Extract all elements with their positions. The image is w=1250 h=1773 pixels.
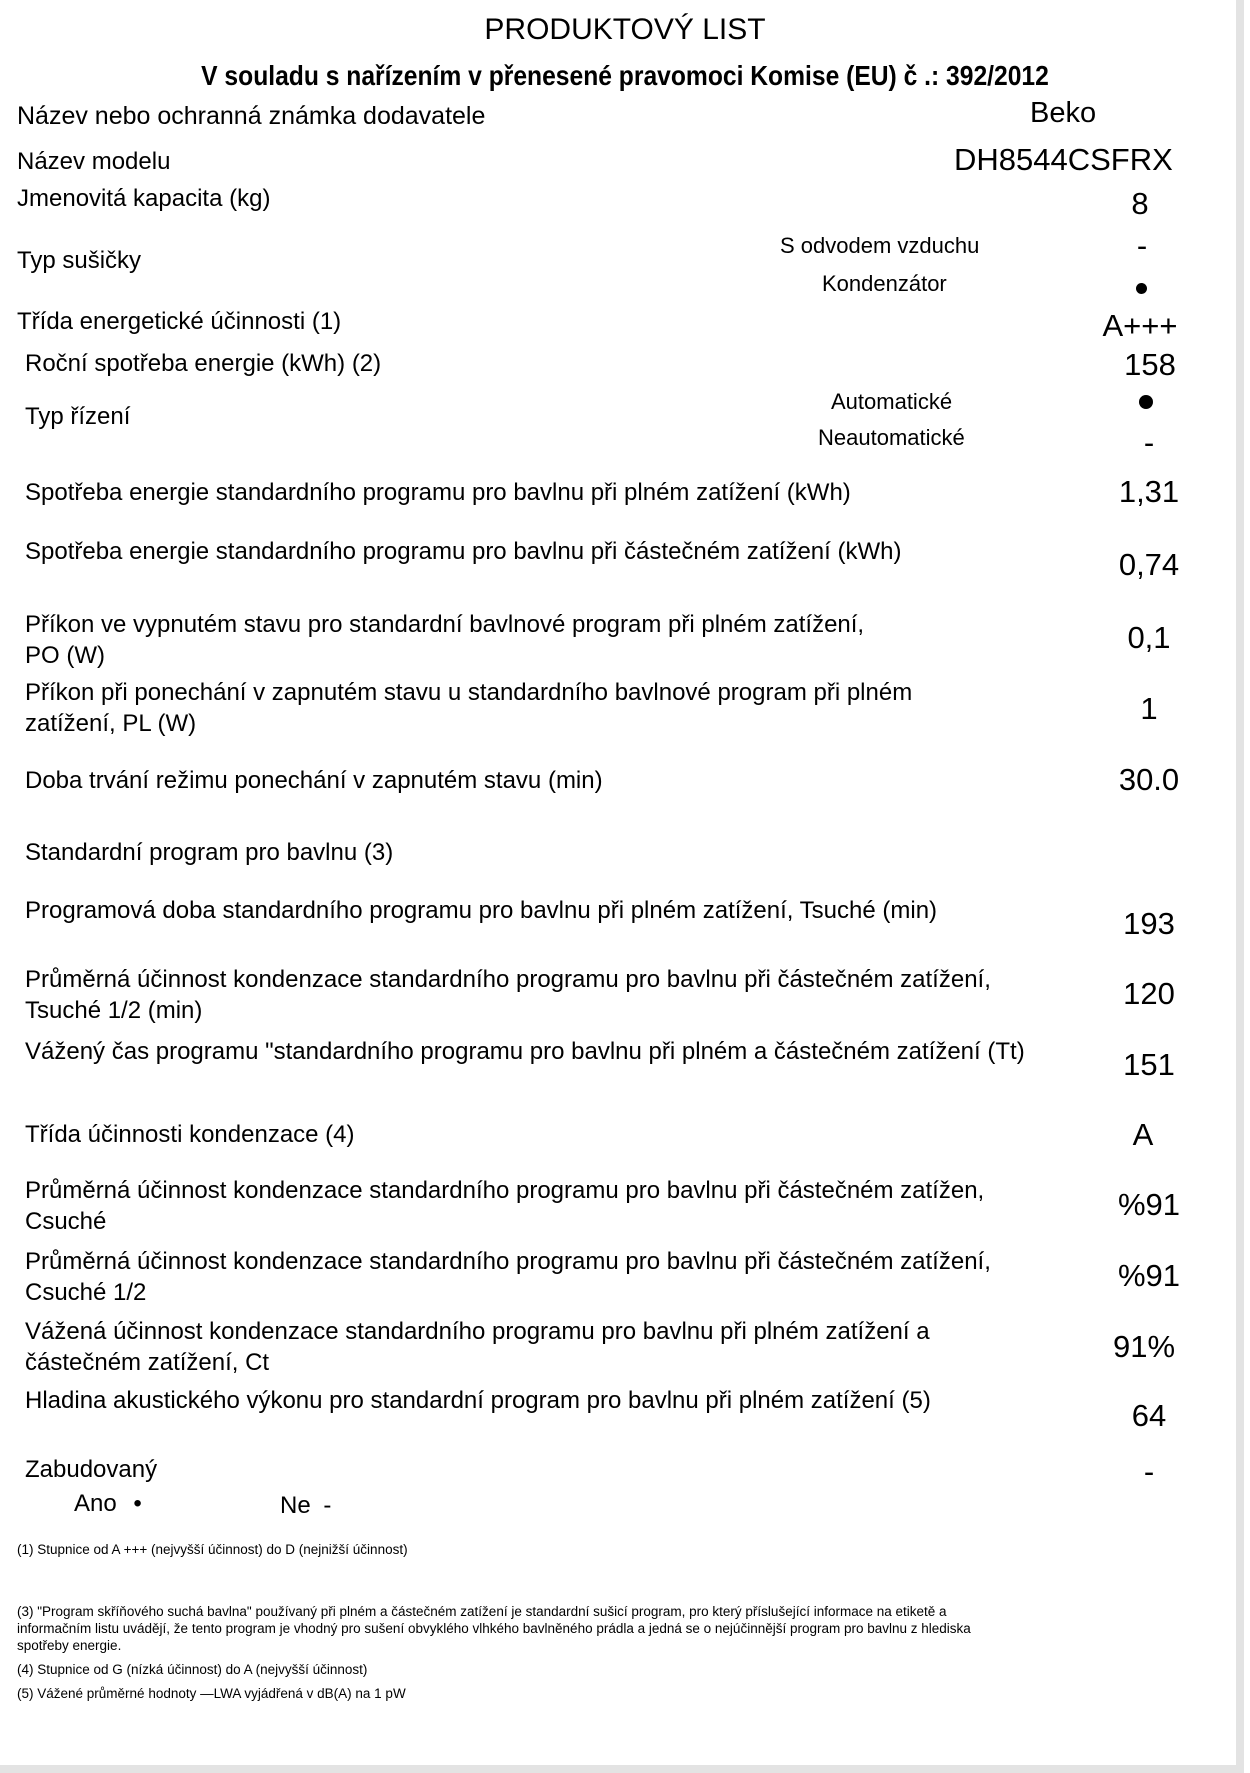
built-in-no-label: Ne — [280, 1492, 311, 1519]
dryer-type-label: Typ sušičky — [17, 247, 142, 274]
supplier-label: Název nebo ochranná známka dodavatele — [17, 102, 486, 130]
auto-selected-dot — [1139, 393, 1153, 411]
footnote-1: (1) Stupnice od A +++ (nejvyšší účinnost) do D (nejnižší účinnost) — [17, 1542, 408, 1557]
annual-energy-label: Roční spotřeba energie (kWh) (2) — [25, 350, 382, 377]
row-energy-full: Spotřeba energie standardního programu pro bavlnu při plném zatížení (kWh) — [25, 479, 851, 506]
condenser-selected-dot — [1136, 280, 1147, 298]
footnote-3: (3) "Program skříňového suchá bavlna" používaný při plném a částečném zatížení je standardní sušicí program, pro který příslušející informace na etiketě a informačním listu uvádějí, že tento program je vhodný pro sušení obvyklého vlhkého bavlněného prádla a jedná se o nejúčinnější program pro bavlnu z hlediska spotřeby energie. — [17, 1604, 971, 1653]
row-power-left-on-value: 1 — [1140, 691, 1158, 726]
row-condensation-class-value: A — [1132, 1117, 1154, 1152]
row-condensation-class: Třída účinnosti kondenzace (4) — [25, 1121, 355, 1148]
page-title: PRODUKTOVÝ LIST — [484, 13, 766, 46]
manual-label: Neautomatické — [818, 425, 965, 450]
model-value: DH8544CSFRX — [954, 142, 1173, 177]
row-energy-full-value: 1,31 — [1118, 474, 1180, 509]
built-in-no-mark: - — [323, 1492, 332, 1519]
row-sound-power-value: 64 — [1131, 1398, 1167, 1433]
row-condensation-partial-value: %91 — [1117, 1258, 1181, 1293]
footnote-4: (4) Stupnice od G (nízká účinnost) do A (nejvyšší účinnost) — [17, 1662, 368, 1677]
row-program-time-partial-value: 120 — [1123, 976, 1175, 1011]
control-type-label: Typ řízení — [25, 403, 131, 430]
row-power-off-value: 0,1 — [1127, 620, 1171, 655]
row-energy-partial: Spotřeba energie standardního programu pro bavlnu při částečném zatížení (kWh) — [25, 538, 902, 565]
row-weighted-condensation: Vážená účinnost kondenzace standardního programu pro bavlnu při plném zatížení a částečném zatížení, Ct — [25, 1318, 930, 1376]
row-energy-partial-value: 0,74 — [1118, 547, 1180, 582]
row-program-time-full: Programová doba standardního programu pro bavlnu při plném zatížení, Tsuché (min) — [25, 897, 938, 924]
row-condensation-partial: Průměrná účinnost kondenzace standardního programu pro bavlnu při částečném zatížení, Csuché 1/2 — [25, 1248, 991, 1306]
row-weighted-time-value: 151 — [1123, 1047, 1175, 1082]
auto-label: Automatické — [831, 389, 953, 414]
row-power-left-on: Příkon při ponechání v zapnutém stavu u standardního bavlnové program při plném zatížení, PL (W) — [25, 679, 913, 737]
row-sound-power: Hladina akustického výkonu pro standardní program pro bavlnu při plném zatížení (5) — [25, 1387, 931, 1414]
energy-class-value: A+++ — [1102, 308, 1178, 343]
vented-label: S odvodem vzduchu — [780, 233, 980, 258]
regulation-subtitle: V souladu s nařízením v přenesené pravomoci Komise (EU) č .: 392/2012 — [201, 60, 1049, 91]
built-in-label: Zabudovaný — [25, 1456, 158, 1483]
built-in-no — [280, 1490, 331, 1521]
footnote-5: (5) Vážené průměrné hodnoty —LWA vyjádřená v dB(A) na 1 pW — [17, 1686, 406, 1701]
row-left-on-duration-value: 30.0 — [1118, 762, 1180, 797]
row-condensation-full-value: %91 — [1117, 1187, 1181, 1222]
row-left-on-duration: Doba trvání režimu ponechání v zapnutém stavu (min) — [25, 767, 603, 794]
built-in-yes-label: Ano — [74, 1490, 117, 1517]
row-program-time-partial: Průměrná účinnost kondenzace standardního programu pro bavlnu při částečném zatížení, Tsuché 1/2 (min) — [25, 966, 991, 1024]
condenser-label: Kondenzátor — [822, 271, 947, 296]
built-in-yes-mark: • — [133, 1490, 142, 1517]
vented-value: - — [1136, 228, 1148, 263]
row-weighted-condensation-value: 91% — [1112, 1329, 1176, 1364]
capacity-label: Jmenovitá kapacita (kg) — [17, 185, 271, 212]
manual-value: - — [1143, 425, 1155, 460]
row-weighted-time: Vážený čas programu "standardního programu pro bavlnu při plném a částečném zatížení (Tt) — [25, 1038, 1025, 1065]
energy-class-label: Třída energetické účinnosti (1) — [17, 308, 342, 335]
capacity-value: 8 — [1131, 186, 1149, 221]
built-in-value: - — [1143, 1454, 1155, 1489]
row-program-time-full-value: 193 — [1123, 906, 1175, 941]
supplier-value: Beko — [1030, 97, 1097, 129]
row-condensation-full: Průměrná účinnost kondenzace standardního programu pro bavlnu při částečném zatížen, Csuché — [25, 1177, 985, 1235]
section-standard-program: Standardní program pro bavlnu (3) — [25, 839, 394, 866]
row-power-off: Příkon ve vypnutém stavu pro standardní bavlnové program při plném zatížení, PO (W) — [25, 611, 865, 669]
model-label: Název modelu — [17, 148, 171, 175]
annual-energy-value: 158 — [1124, 347, 1176, 382]
built-in-yes — [74, 1488, 142, 1519]
